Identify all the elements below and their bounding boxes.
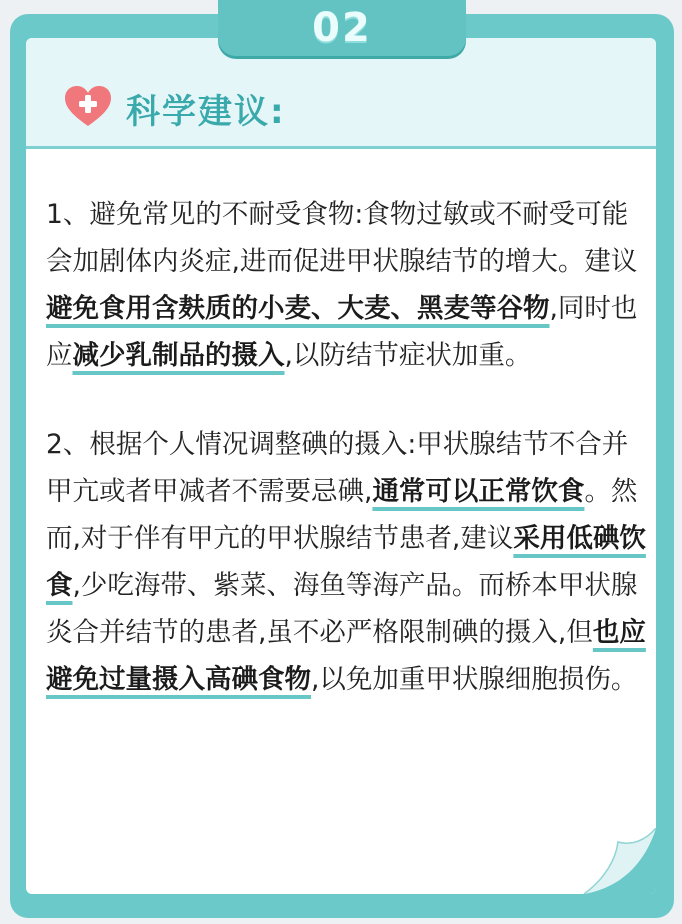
section-number: 02 [312,5,372,51]
paragraph-text: ,以防结节症状加重。 [284,340,532,371]
highlighted-phrase: 也应避免过量摄入高碘食物 [46,617,646,695]
highlighted-phrase: 采用低碘饮食 [46,523,646,601]
highlighted-phrase: 减少乳制品的摄入 [72,340,285,371]
advice-paragraph-1 [46,191,646,379]
paragraph-text: ,同时也应 [46,293,638,371]
section-number-tab [218,0,466,56]
advice-content [46,191,646,745]
paragraph-text: ,以免加重甲状腺细胞损伤。 [311,664,638,695]
paragraph-text: ,少吃海带、紫菜、海鱼等海产品。而桥本甲状腺炎合并结节的患者,虽不必严格限制碘的摄入,但 [46,570,638,648]
advice-paragraph-2 [46,421,646,703]
section-title: 科学建议: [126,92,286,132]
header-divider [26,146,656,149]
page-curl-decoration [566,828,656,894]
paragraph-text: 。然而,对于伴有甲亢的甲状腺结节患者,建议 [46,476,638,554]
highlighted-phrase: 避免食用含麸质的小麦、大麦、黑麦等谷物 [46,293,550,324]
heart-plus-icon [64,85,112,127]
paragraph-text: 2、根据个人情况调整碘的摄入:甲状腺结节不合并甲亢或者甲减者不需要忌碘, [46,429,629,507]
content-card [26,38,656,894]
paragraph-text: 1、避免常见的不耐受食物:食物过敏或不耐受可能会加剧体内炎症,进而促进甲状腺结节的增大。建议 [46,199,638,277]
highlighted-phrase: 通常可以正常饮食 [372,476,585,507]
